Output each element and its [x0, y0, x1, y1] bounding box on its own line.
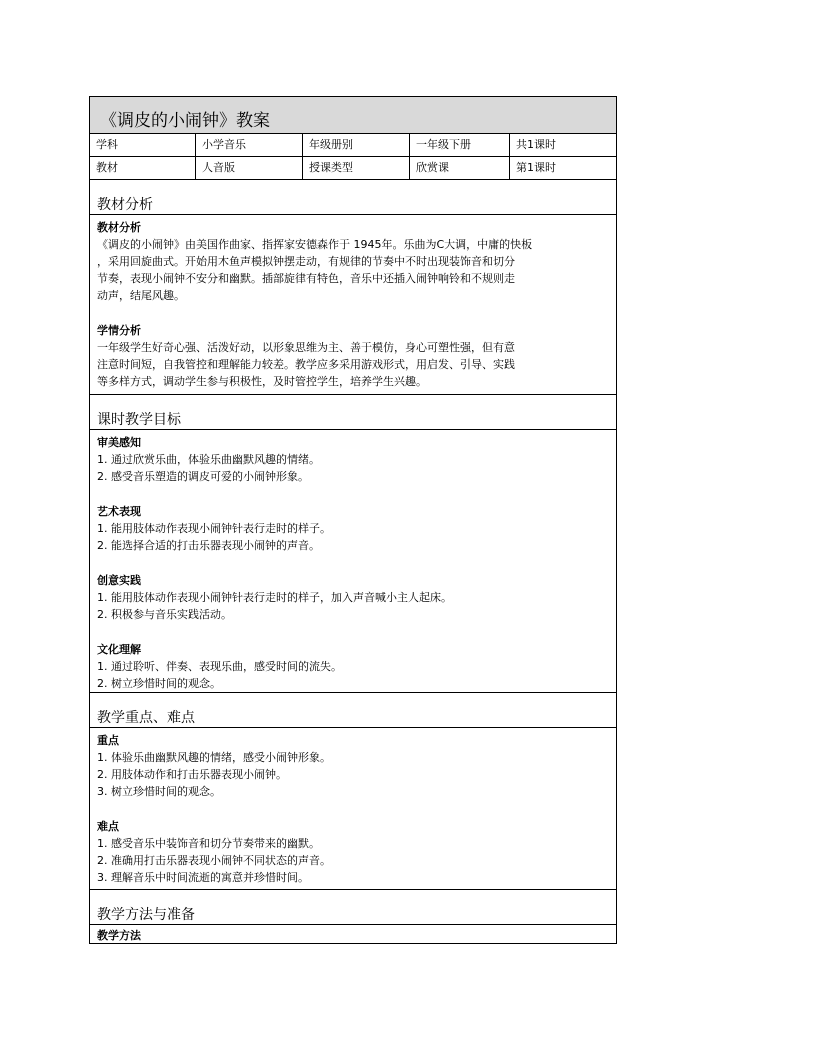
lesson-plan-document — [89, 96, 617, 944]
text-line: 2. 能选择合适的打击乐器表现小闹钟的声音。 — [97, 539, 320, 552]
info-cell: 年级册别 — [303, 134, 410, 156]
info-cell: 欣赏课 — [410, 157, 510, 179]
section-body — [90, 430, 616, 693]
info-cell: 共1课时 — [516, 138, 556, 151]
info-cell: 人音版 — [196, 157, 303, 179]
text-line: 2. 积极参与音乐实践活动。 — [97, 608, 232, 621]
text-line: 节奏，表现小闹钟不安分和幽默。插部旋律有特色，音乐中还插入闹钟响铃和不规则走 — [97, 272, 515, 285]
info-row-1 — [90, 134, 616, 157]
text-line: 2. 感受音乐塑造的调皮可爱的小闹钟形象。 — [97, 470, 309, 483]
text-line: 2. 准确用打击乐器表现小闹钟不同状态的声音。 — [97, 854, 331, 867]
sub-heading: 文化理解 — [97, 643, 141, 656]
info-cell: 小学音乐 — [196, 134, 303, 156]
text-line: 1. 能用肢体动作表现小闹钟针表行走时的样子，加入声音喊小主人起床。 — [97, 591, 452, 604]
section-body — [90, 728, 616, 890]
sub-heading: 教材分析 — [97, 221, 141, 234]
sub-heading: 创意实践 — [97, 574, 141, 587]
text-line: 3. 理解音乐中时间流逝的寓意并珍惜时间。 — [97, 871, 309, 884]
text-line: 一年级学生好奇心强、活泼好动，以形象思维为主、善于模仿，身心可塑性强，但有意 — [97, 341, 515, 354]
info-cell: 授课类型 — [303, 157, 410, 179]
section-heading: 教材分析 — [97, 197, 153, 213]
info-cell: 学科 — [90, 134, 196, 156]
section-heading: 教学重点、难点 — [97, 710, 195, 726]
text-line: 《调皮的小闹钟》由美国作曲家、指挥家安德森作于 1945年。乐曲为C大调，中庸的快板 — [97, 238, 533, 251]
sub-heading: 艺术表现 — [97, 505, 141, 518]
text-line: 动声，结尾风趣。 — [97, 289, 185, 302]
text-line: 1. 感受音乐中装饰音和切分节奏带来的幽默。 — [97, 837, 320, 850]
document-title: 《调皮的小闹钟》教案 — [100, 111, 270, 131]
info-cell: 一年级下册 — [410, 134, 510, 156]
sub-heading: 难点 — [97, 820, 119, 833]
text-line: 3. 树立珍惜时间的观念。 — [97, 785, 221, 798]
text-line: 1. 体验乐曲幽默风趣的情绪，感受小闹钟形象。 — [97, 751, 331, 764]
section-heading-row — [90, 395, 616, 430]
sub-heading: 教学方法 — [97, 929, 141, 942]
section-heading-row — [90, 693, 616, 728]
text-line: 注意时间短，自我管控和理解能力较差。教学应多采用游戏形式，用启发、引导、实践 — [97, 358, 515, 371]
text-line: ，采用回旋曲式。开始用木鱼声模拟钟摆走动，有规律的节奏中不时出现装饰音和切分 — [97, 255, 515, 268]
sub-heading: 重点 — [97, 734, 119, 747]
sub-heading: 审美感知 — [97, 436, 141, 449]
text-line: 1. 通过聆听、伴奏、表现乐曲，感受时间的流失。 — [97, 660, 342, 673]
info-cell: 第1课时 — [516, 161, 556, 174]
text-line: 2. 树立珍惜时间的观念。 — [97, 677, 221, 690]
section-body — [90, 925, 616, 943]
document-title-bar — [90, 97, 616, 134]
section-body — [90, 215, 616, 395]
section-heading-row — [90, 180, 616, 215]
sub-heading: 学情分析 — [97, 324, 141, 337]
info-row-2 — [90, 157, 616, 180]
text-line: 等多样方式，调动学生参与积极性，及时管控学生，培养学生兴趣。 — [97, 375, 427, 388]
section-heading: 课时教学目标 — [97, 412, 181, 428]
text-line: 1. 通过欣赏乐曲，体验乐曲幽默风趣的情绪。 — [97, 453, 320, 466]
section-heading: 教学方法与准备 — [97, 907, 195, 923]
text-line: 2. 用肢体动作和打击乐器表现小闹钟。 — [97, 768, 287, 781]
text-line: 1. 能用肢体动作表现小闹钟针表行走时的样子。 — [97, 522, 331, 535]
info-cell: 教材 — [90, 157, 196, 179]
section-heading-row — [90, 890, 616, 925]
